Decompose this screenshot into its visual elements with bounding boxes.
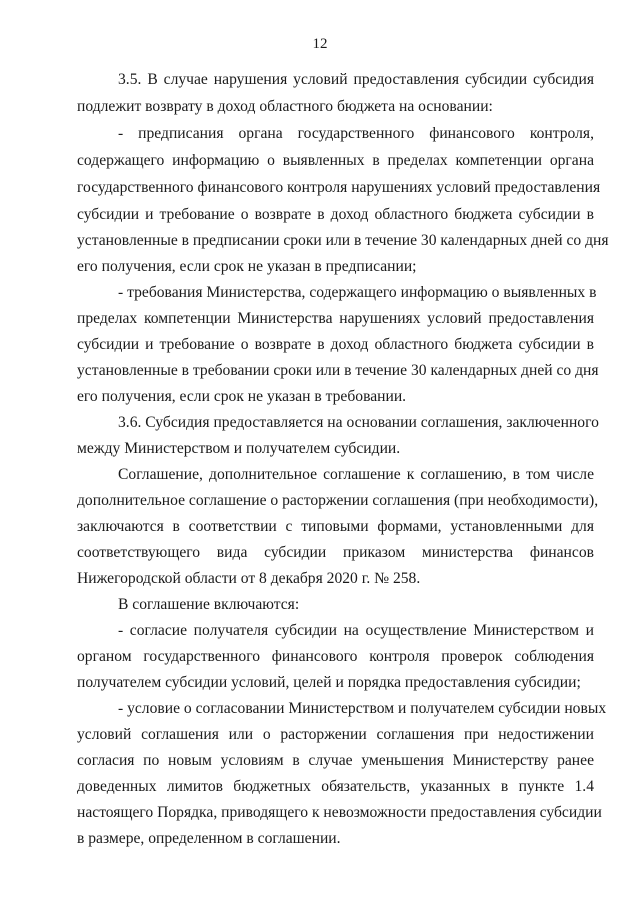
text-line: - согласие получателя субсидии на осуществление Министерством и [118,622,594,639]
text-line: подлежит возврату в доход областного бюджета на основании: [77,98,493,115]
text-line: пределах компетенции Министерства нарушениях условий предоставления [77,310,594,327]
text-line: его получения, если срок не указан в предписании; [77,258,417,275]
text-line: установленные в предписании сроки или в течение 30 календарных дней со дня [77,232,609,249]
text-line: настоящего Порядка, приводящего к невозможности предоставления субсидии [77,804,602,821]
page-number: 12 [312,36,328,52]
text-line: доведенных лимитов бюджетных обязательств, указанных в пункте 1.4 [77,778,594,795]
text-line: органом государственного финансового контроля проверок соблюдения [77,648,594,665]
text-line: субсидии и требование о возврате в доход областного бюджета субсидии в [77,206,594,223]
text-line: 3.5. В случае нарушения условий предоставления субсидии субсидия [118,71,594,88]
text-line: - предписания органа государственного финансового контроля, [118,125,594,142]
text-line: субсидии и требование о возврате в доход областного бюджета субсидии в [77,336,594,353]
text-line: 3.6. Субсидия предоставляется на основании соглашения, заключенного [118,414,599,431]
text-line: государственного финансового контроля нарушениях условий предоставления [77,179,601,196]
text-line: его получения, если срок не указан в требовании. [77,388,407,405]
text-line: В соглашение включаются: [118,596,300,613]
text-line: Соглашение, дополнительное соглашение к соглашению, в том числе [118,466,594,483]
text-line: - условие о согласовании Министерством и получателем субсидии новых [118,700,607,717]
text-line: - требования Министерства, содержащего информацию о выявленных в [118,284,597,301]
text-line: условий соглашения или о расторжении соглашения при недостижении [77,726,594,743]
text-line: соответствующего вида субсидии приказом министерства финансов [77,544,594,561]
text-line: между Министерством и получателем субсидии. [77,440,401,457]
text-line: содержащего информацию о выявленных в пределах компетенции органа [77,152,594,169]
text-line: получателем субсидии условий, целей и порядка предоставления субсидии; [77,674,581,691]
text-line: согласия по новым условиям в случае уменьшения Министерству ранее [77,752,594,769]
text-line: Нижегородской области от 8 декабря 2020 г. № 258. [77,570,421,587]
text-line: в размере, определенном в соглашении. [77,830,341,847]
text-line: дополнительное соглашение о расторжении соглашения (при необходимости), [77,492,599,509]
text-line: установленные в требовании сроки или в течение 30 календарных дней со дня [77,362,599,379]
text-line: заключаются в соответствии с типовыми формами, установленными для [77,518,594,535]
